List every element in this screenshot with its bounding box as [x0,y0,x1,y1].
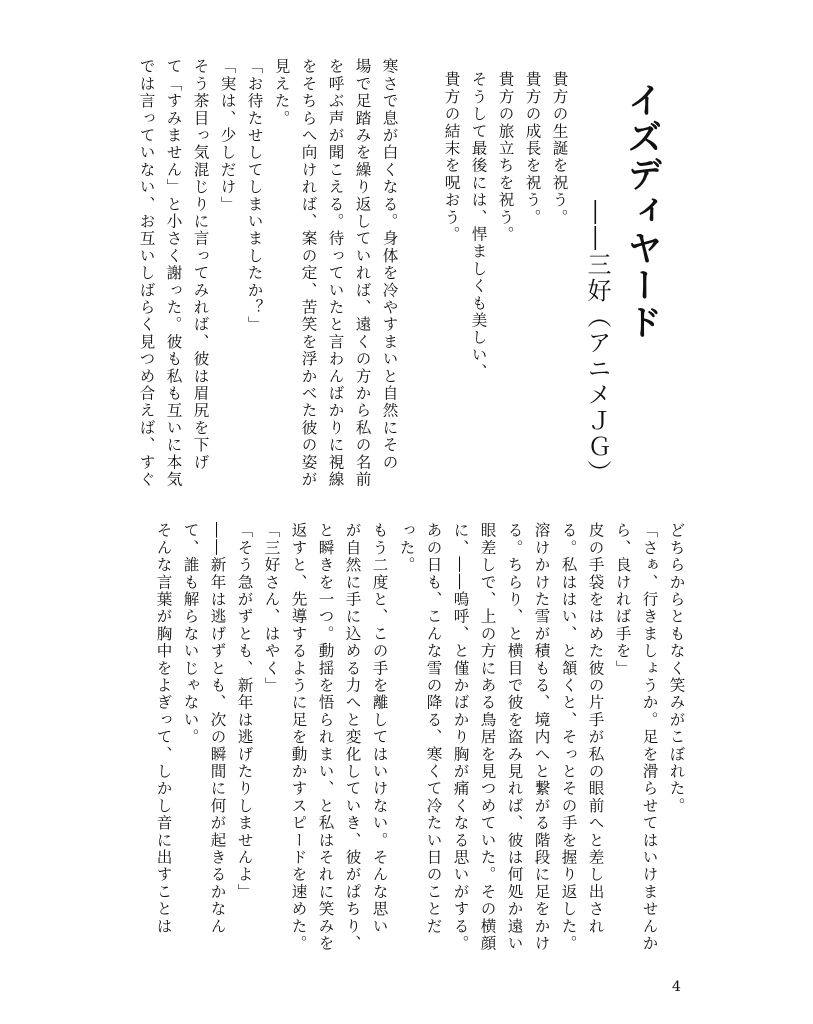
story-title: イズディヤード [622,82,663,341]
text-column: そう茶目っ気混じりに言ってみれば、彼は眉尻を下げ [191,58,210,471]
text-column: る。ちらり、と横目で彼を盗み見れば、彼は何処か遠い [505,522,524,952]
text-column: 「三好さん、はやく」 [262,522,281,694]
text-column: 見えた。 [272,58,291,127]
text-column: 「実は、少しだけ」 [218,58,237,213]
text-column: った。 [397,522,416,574]
story-author: ――三好（アニメＪＧ） [583,200,611,486]
text-column: もう二度と、この手を離してはいけない。そんな思い [370,522,389,935]
text-column: 場で足踏みを繰り返していれば、遠くの方から私の名前 [353,58,372,488]
text-column: 貴方の成長を祝う。 [523,71,542,226]
text-column: 貴方の旅立ちを祝う。 [496,71,515,243]
text-column: を呼ぶ声が聞こえる。待っていたと言わんばかりに視線 [326,58,345,488]
text-column: 返すと、先導するように足を動かすスピードを速めた。 [289,522,308,952]
text-column: 貴方の結末を呪おう。 [442,71,461,243]
text-column: る。私ははい、と頷くと、そっとその手を握り返した。 [559,522,578,952]
text-column: そんな言葉が胸中をよぎって、しかし音に出すことは [154,522,173,935]
text-column: と瞬きを一つ。動揺を悟られまい、と私はそれに笑みを [316,522,335,952]
text-column: 皮の手袋をはめた彼の片手が私の眼前へと差し出され [586,522,605,935]
text-column: が自然に手に込める力へと変化していき、彼がぱちり、 [343,522,362,952]
text-column: に、――嗚呼、と僅かばかり胸が痛くなる思いがする。 [451,522,470,952]
text-column: どちらからともなく笑みがこぼれた。 [667,522,686,815]
text-column: て「すみません」と小さく謝った。彼も私も互いに本気 [164,58,183,488]
text-column: 「お待たせしてしまいましたか？」 [245,58,264,334]
text-column: て、誰も解らないじゃない。 [181,522,200,746]
page-number: 4 [672,979,681,995]
text-column: 寒さで息が白くなる。身体を冷やすまいと自然にその [380,58,399,471]
text-column: あの日も、こんな雪の降る、寒くて冷たい日のことだ [424,522,443,935]
text-column: 「さぁ、行きましょうか。足を滑らせてはいけませんか [640,522,659,952]
text-column: では言っていない、お互いしばらく見つめ合えば、すぐ [137,58,156,488]
text-column: ら、良ければ手を」 [613,522,632,677]
text-column: 眼差しで、上の方にある鳥居を見つめていた。その横顔 [478,522,497,952]
text-column: 「そう急がずとも、新年は逃げたりしませんよ」 [235,522,254,901]
text-column: 溶けかけた雪が積もる、境内へと繋がる階段に足をかけ [532,522,551,952]
text-column: 貴方の生誕を祝う。 [550,71,569,226]
text-column: ――新年は逃げずとも、次の瞬間に何が起きるかなん [208,522,227,935]
text-column: をそちらへ向ければ、案の定、苦笑を浮かべた彼の姿が [299,58,318,488]
text-column: そうして最後には、悍ましくも美しい、 [469,71,488,381]
